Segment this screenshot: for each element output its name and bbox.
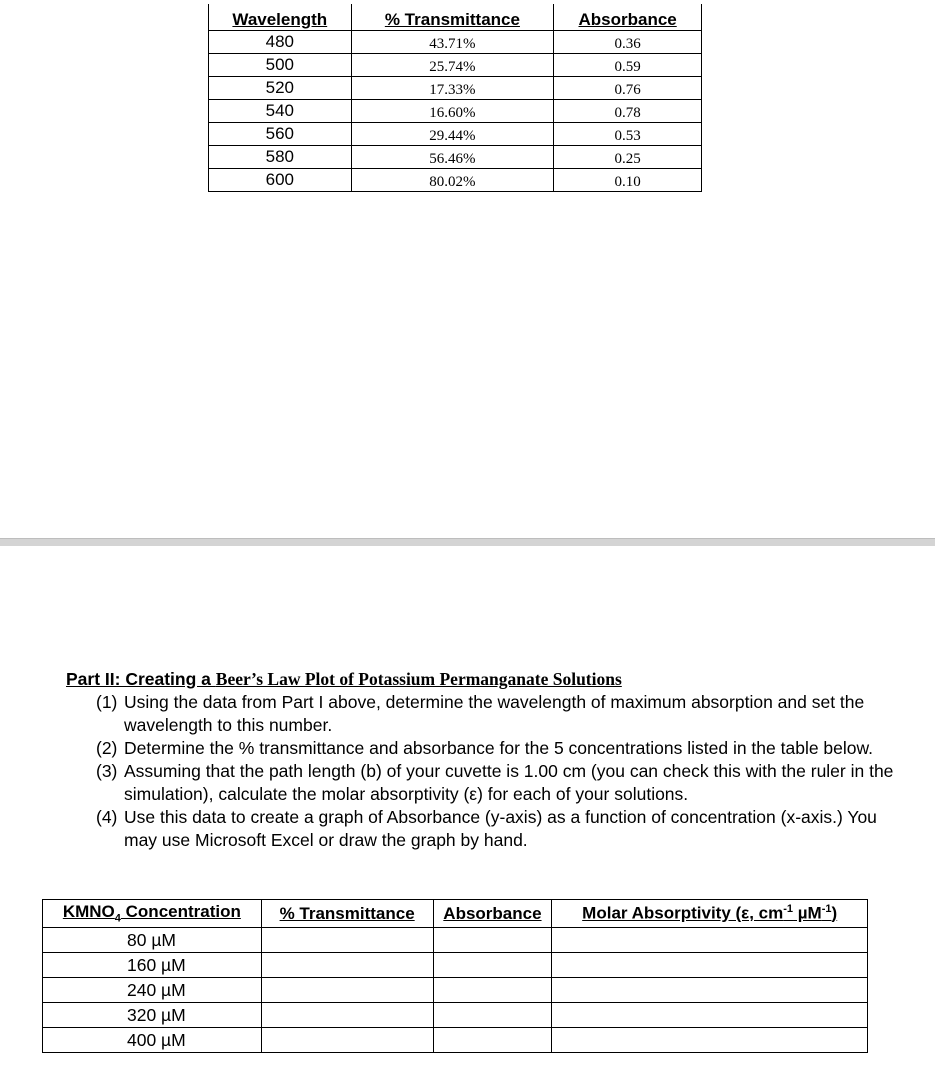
part2-heading-prefix: Part II: Creating a bbox=[66, 669, 216, 689]
absorbance-cell: 0.25 bbox=[554, 146, 702, 169]
table-row bbox=[209, 54, 702, 77]
table-row bbox=[209, 146, 702, 169]
col-header-absorbance: Absorbance bbox=[554, 4, 702, 31]
transmittance-input-cell[interactable] bbox=[261, 928, 433, 953]
table-row bbox=[209, 123, 702, 146]
wavelength-cell: 580 bbox=[209, 146, 352, 169]
absorbance-cell: 0.76 bbox=[554, 77, 702, 100]
wavelength-cell: 500 bbox=[209, 54, 352, 77]
transmittance-input-cell[interactable] bbox=[261, 953, 433, 978]
step-item bbox=[96, 691, 906, 737]
transmittance-cell: 29.44% bbox=[351, 123, 554, 146]
step-text: Determine the % transmittance and absorbance for the 5 concentrations listed in the table below. bbox=[124, 738, 874, 758]
col-header-molar-absorptivity bbox=[552, 900, 868, 928]
col-header-absorbance: Absorbance bbox=[433, 900, 552, 928]
molar-header-sup: -1 bbox=[821, 903, 832, 916]
molar-absorptivity-input-cell[interactable] bbox=[552, 953, 868, 978]
molar-absorptivity-input-cell[interactable] bbox=[552, 1028, 868, 1053]
molar-header-close: ) bbox=[831, 903, 838, 923]
molar-header-part: Molar Absorptivity (ε, cm bbox=[582, 903, 784, 923]
conc-header-subscript: 4 bbox=[114, 912, 121, 925]
wavelength-cell: 600 bbox=[209, 169, 352, 192]
step-item bbox=[96, 737, 906, 760]
absorbance-input-cell[interactable] bbox=[433, 1003, 552, 1028]
table-row bbox=[43, 1028, 868, 1053]
absorbance-input-cell[interactable] bbox=[433, 953, 552, 978]
col-header-transmittance: % Transmittance bbox=[261, 900, 433, 928]
part2-heading-title: Beer’s Law Plot of Potassium Permanganate Solutions bbox=[215, 669, 622, 689]
step-text: Using the data from Part I above, determine the wavelength of maximum absorption and set the wavelength to this number. bbox=[124, 692, 865, 735]
table-row bbox=[209, 77, 702, 100]
step-item bbox=[96, 760, 906, 806]
step-text: Use this data to create a graph of Absorbance (y-axis) as a function of concentration (x-axis.) You may use Microsoft Excel or draw the graph by hand. bbox=[124, 807, 877, 850]
concentration-cell: 80 µM bbox=[43, 928, 262, 953]
table-row bbox=[43, 953, 868, 978]
part2-data-table bbox=[42, 899, 868, 1053]
absorbance-cell: 0.59 bbox=[554, 54, 702, 77]
col-header-concentration bbox=[43, 900, 262, 928]
absorbance-cell: 0.53 bbox=[554, 123, 702, 146]
absorbance-input-cell[interactable] bbox=[433, 978, 552, 1003]
molar-absorptivity-input-cell[interactable] bbox=[552, 928, 868, 953]
wavelength-cell: 540 bbox=[209, 100, 352, 123]
step-number: (4) bbox=[96, 807, 118, 827]
transmittance-cell: 43.71% bbox=[351, 31, 554, 54]
absorbance-cell: 0.36 bbox=[554, 31, 702, 54]
transmittance-cell: 17.33% bbox=[351, 77, 554, 100]
part2-heading bbox=[66, 668, 906, 691]
molar-absorptivity-input-cell[interactable] bbox=[552, 1003, 868, 1028]
table-row bbox=[43, 928, 868, 953]
conc-header-suffix: Concentration bbox=[120, 902, 241, 922]
concentration-cell: 160 µM bbox=[43, 953, 262, 978]
page-divider bbox=[0, 538, 935, 546]
table-row bbox=[209, 100, 702, 123]
step-number: (3) bbox=[96, 761, 118, 781]
molar-header-sup: -1 bbox=[783, 903, 794, 916]
wavelength-cell: 560 bbox=[209, 123, 352, 146]
molar-absorptivity-input-cell[interactable] bbox=[552, 978, 868, 1003]
transmittance-cell: 56.46% bbox=[351, 146, 554, 169]
concentration-cell: 240 µM bbox=[43, 978, 262, 1003]
absorbance-input-cell[interactable] bbox=[433, 928, 552, 953]
table-row bbox=[209, 31, 702, 54]
absorbance-cell: 0.10 bbox=[554, 169, 702, 192]
col-header-transmittance: % Transmittance bbox=[351, 4, 554, 31]
transmittance-cell: 16.60% bbox=[351, 100, 554, 123]
table-header-row bbox=[209, 4, 702, 31]
wavelength-cell: 480 bbox=[209, 31, 352, 54]
molar-header-unit: µM bbox=[793, 903, 822, 923]
wavelength-cell: 520 bbox=[209, 77, 352, 100]
table-header-row bbox=[43, 900, 868, 928]
col-header-wavelength: Wavelength bbox=[209, 4, 352, 31]
step-item bbox=[96, 806, 906, 852]
table-row bbox=[43, 1003, 868, 1028]
part2-instructions bbox=[66, 668, 906, 852]
table-row bbox=[209, 169, 702, 192]
absorbance-input-cell[interactable] bbox=[433, 1028, 552, 1053]
transmittance-cell: 80.02% bbox=[351, 169, 554, 192]
steps-list bbox=[66, 691, 906, 852]
concentration-cell: 400 µM bbox=[43, 1028, 262, 1053]
absorbance-cell: 0.78 bbox=[554, 100, 702, 123]
transmittance-input-cell[interactable] bbox=[261, 978, 433, 1003]
table-row bbox=[43, 978, 868, 1003]
step-text: Assuming that the path length (b) of your cuvette is 1.00 cm (you can check this with the ruler in the simulation), calculate the molar absorptivity (ε) for each of your solutions. bbox=[124, 761, 894, 804]
step-number: (1) bbox=[96, 692, 118, 712]
transmittance-input-cell[interactable] bbox=[261, 1003, 433, 1028]
conc-header-part: KMNO bbox=[62, 902, 115, 922]
part1-data-table bbox=[208, 4, 702, 192]
transmittance-cell: 25.74% bbox=[351, 54, 554, 77]
transmittance-input-cell[interactable] bbox=[261, 1028, 433, 1053]
concentration-cell: 320 µM bbox=[43, 1003, 262, 1028]
step-number: (2) bbox=[96, 738, 118, 758]
